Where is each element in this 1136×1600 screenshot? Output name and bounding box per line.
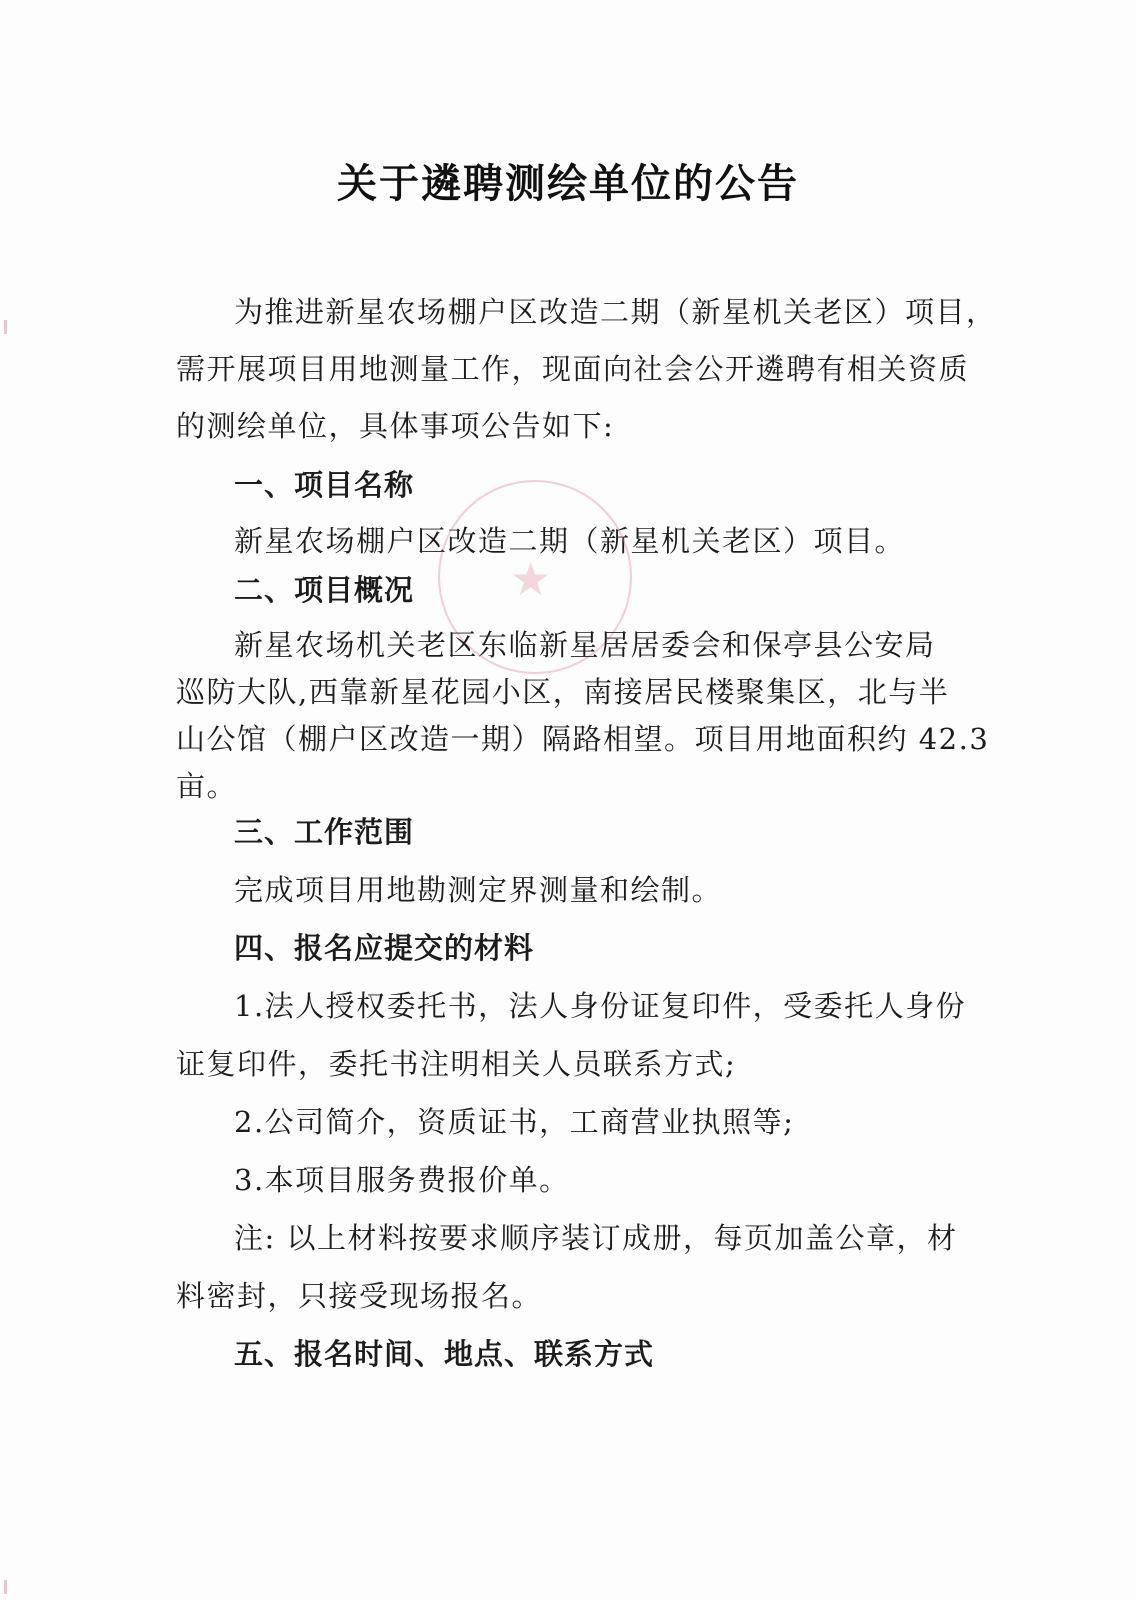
document-title: 关于遴聘测绘单位的公告 (337, 161, 799, 207)
section-1-text: 新星农场棚户区改造二期（新星机关老区）项目。 (234, 524, 906, 558)
intro-line-3: 的测绘单位，具体事项公告如下: (176, 409, 615, 443)
seal-star-icon: ★ (510, 552, 552, 606)
section-2-heading: 二、项目概况 (234, 573, 415, 607)
section-5-heading: 五、报名时间、地点、联系方式 (234, 1337, 655, 1371)
section-2-line-4: 亩。 (176, 769, 238, 803)
section-4-item-1-line-1: 1.法人授权委托书，法人身份证复印件，受委托人身份 (234, 989, 967, 1023)
section-2-line-2: 巡防大队,西靠新星花园小区，南接居民楼聚集区，北与半 (176, 675, 950, 709)
intro-line-2: 需开展项目用地测量工作，现面向社会公开遴聘有相关资质 (176, 352, 970, 386)
scan-edge-mark (4, 1580, 7, 1594)
section-4-heading: 四、报名应提交的材料 (234, 931, 535, 965)
section-1-heading: 一、项目名称 (234, 468, 415, 502)
intro-line-1: 为推进新星农场棚户区改造二期（新星机关老区）项目， (234, 295, 997, 329)
section-4-item-2: 2.公司简介，资质证书，工商营业执照等; (234, 1105, 795, 1139)
section-2-line-3: 山公馆（棚户区改造一期）隔路相望。项目用地面积约 42.3 (176, 722, 990, 756)
section-4-item-1-line-2: 证复印件，委托书注明相关人员联系方式; (176, 1047, 737, 1081)
section-3-text: 完成项目用地勘测定界测量和绘制。 (234, 873, 723, 907)
section-4-note-line-2: 料密封，只接受现场报名。 (176, 1279, 543, 1313)
section-4-note-line-1: 注: 以上材料按要求顺序装订成册，每页加盖公章，材 (234, 1221, 958, 1255)
section-3-heading: 三、工作范围 (234, 815, 415, 849)
scan-edge-mark (4, 320, 7, 334)
section-4-item-3: 3.本项目服务费报价单。 (234, 1163, 570, 1197)
section-2-line-1: 新星农场机关老区东临新星居居委会和保亭县公安局 (234, 628, 936, 662)
